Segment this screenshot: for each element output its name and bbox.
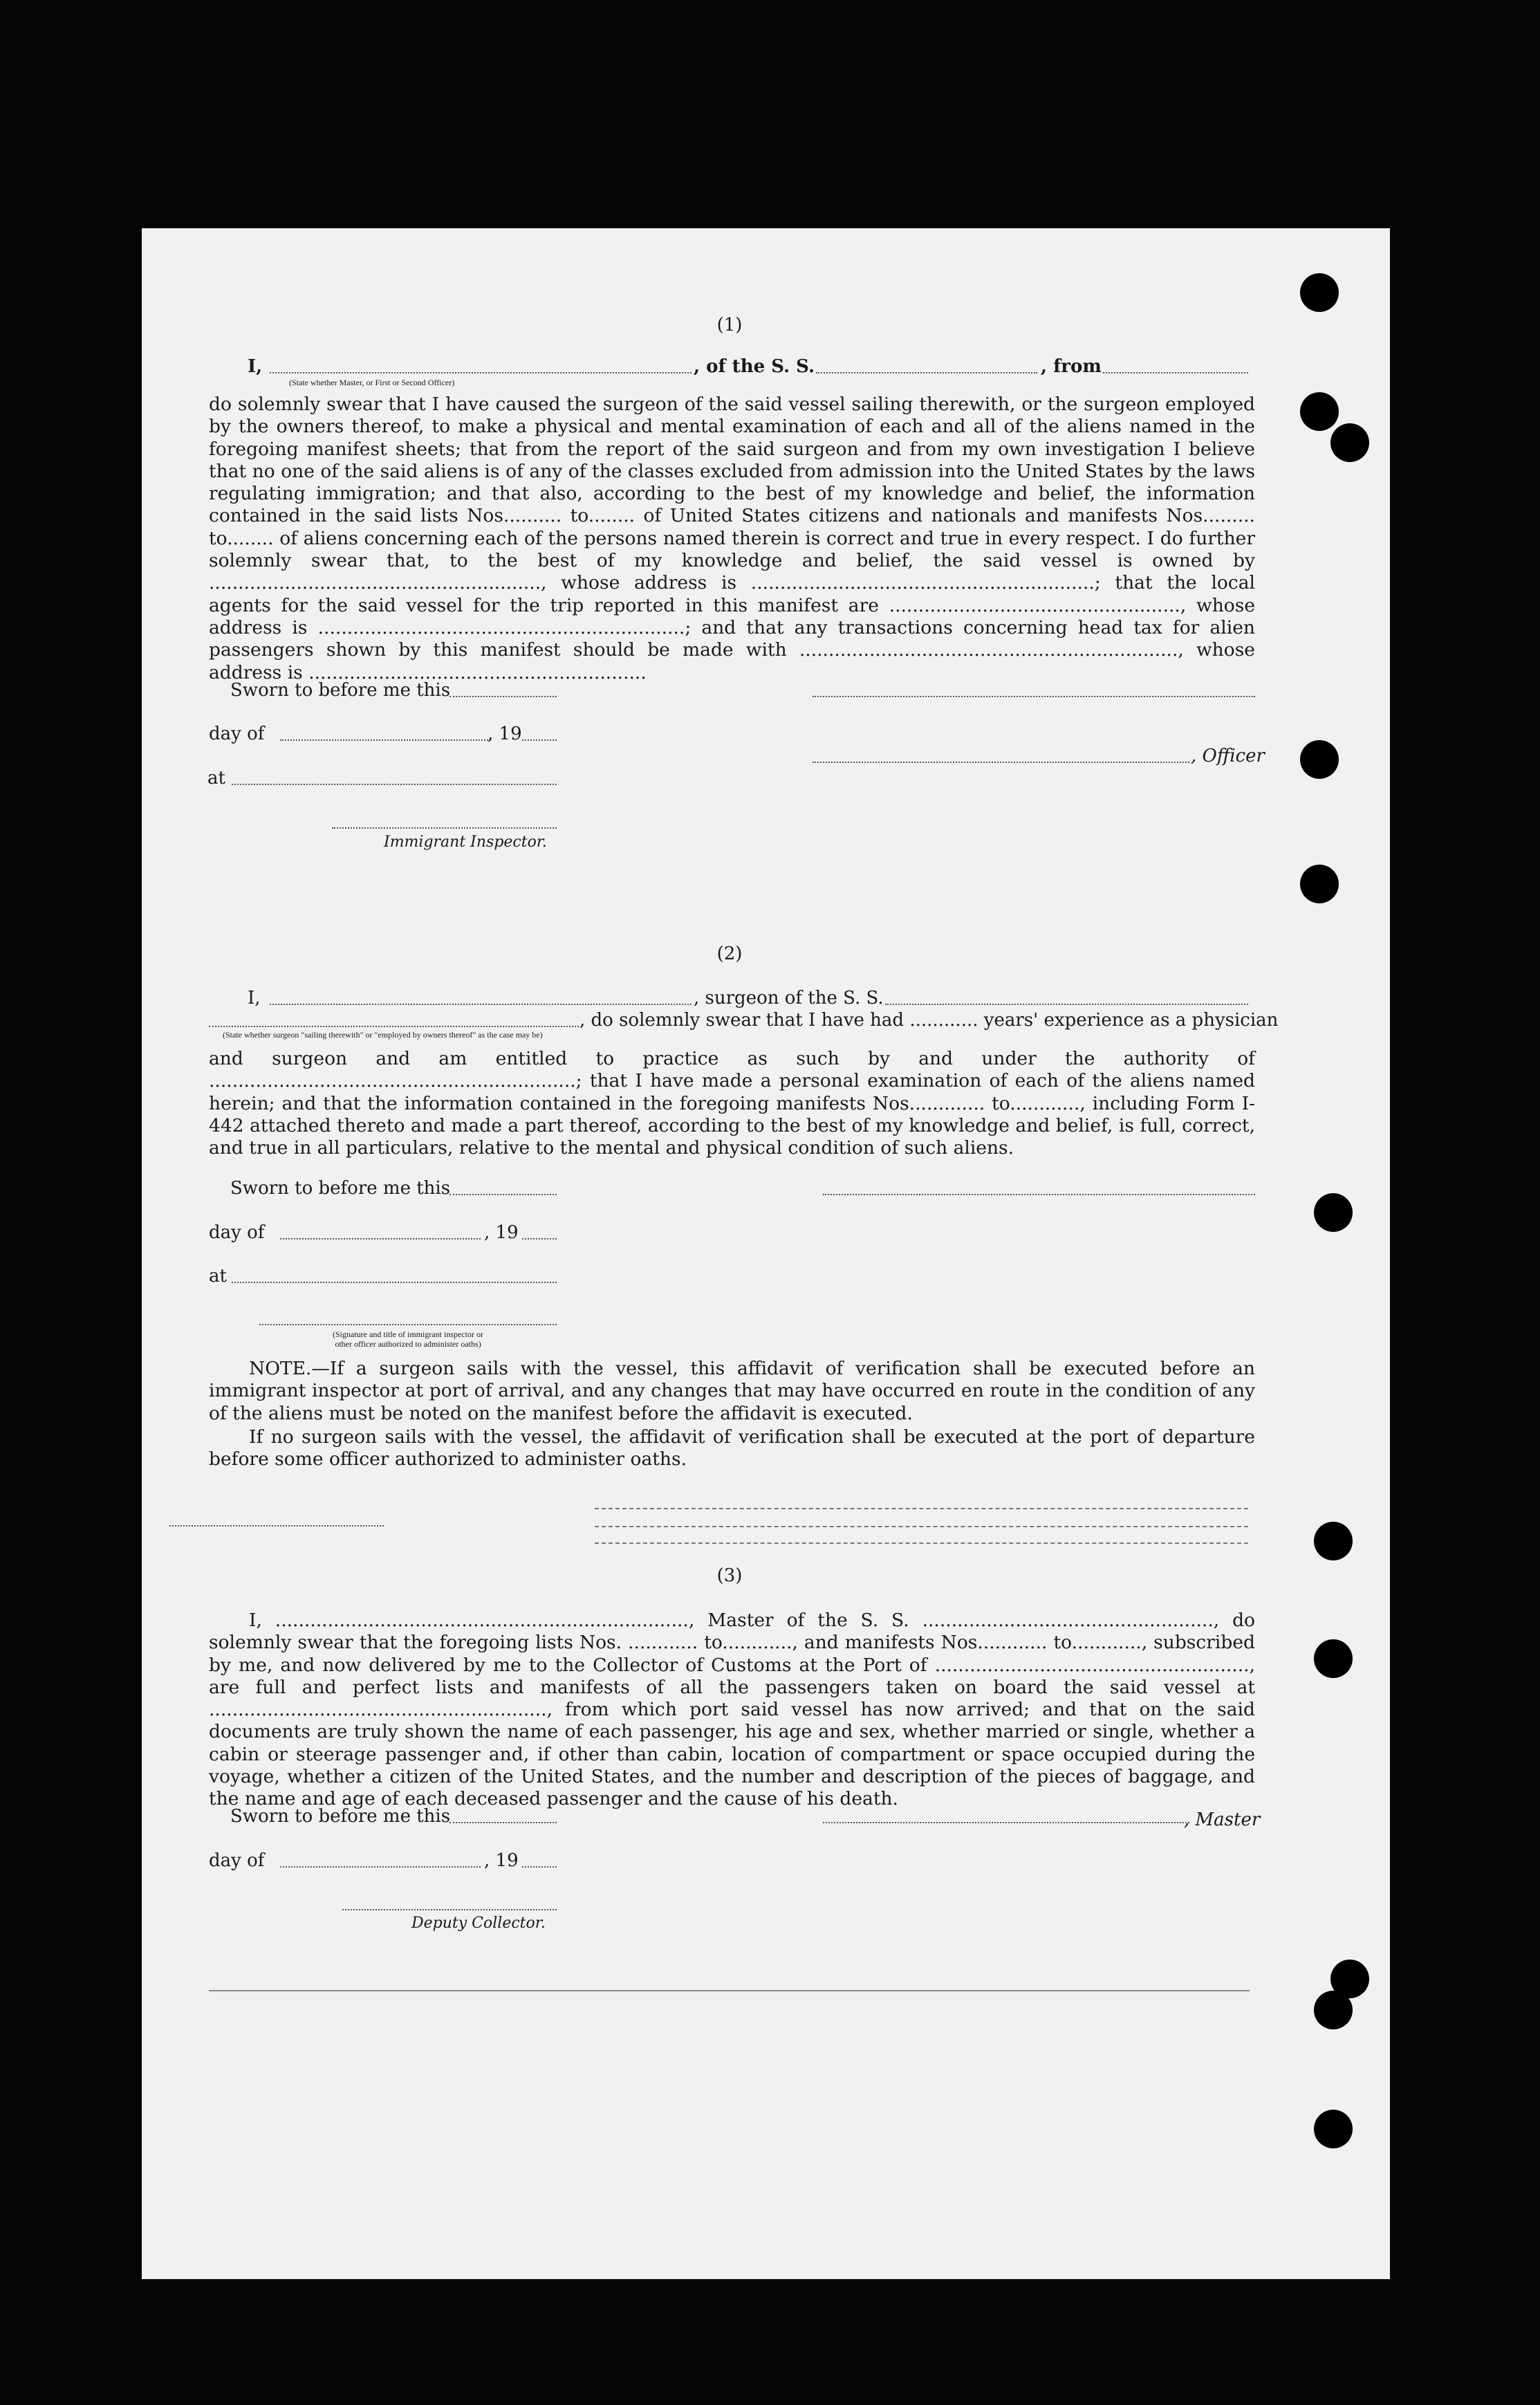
sworn-day-field	[449, 1822, 557, 1823]
officer-signature-field	[813, 696, 1255, 697]
section-2-oath-paragraph: and surgeon and am entitled to practice as such by and under the authority of ...............................................................; that I have made a personal examination of each of the aliens named herein; and that the information contained in the foregoing manifests Nos............. to............, including Form I-442 attached thereto and made a part thereof, according to the best of my knowledge and belief, is full, correct, and true in all particulars, relative to the mental and physical condition of such aliens.	[209, 1048, 1255, 1159]
separator-dots	[169, 1525, 384, 1527]
sworn-label: Sworn to before me this	[230, 1806, 451, 1827]
from-label: , from	[1041, 356, 1102, 377]
surgeon-of-ss-label: , surgeon of the S. S.	[694, 988, 884, 1008]
punch-hole	[1300, 273, 1339, 312]
punch-hole	[1314, 1991, 1353, 2029]
section-1-i-label: I,	[248, 356, 263, 377]
at-label: at	[209, 1266, 227, 1287]
officer-title-caption: (State whether Master, or First or Second Officer)	[289, 378, 455, 387]
section-1-oath-paragraph: do solemnly swear that I have caused the surgeon of the said vessel sailing therewith, or the surgeon employed by the owners thereof, to make a physical and mental examination of each and all of the aliens named in the foregoing manifest sheets; that from the report of the said surgeon and from my own investigation I believe that no one of the said aliens is of any of the classes excluded from admission into the United States by the laws regulating immigration; and that also, according to the best of my knowledge and belief, the information contained in the said lists Nos.......... to........ of United States citizens and nationals and manifests Nos......... to........ of aliens concerning each of the persons named therein is correct and true in every respect. I do further solemnly swear that, to the best of my knowledge and belief, the said vessel is owned by ........................................................., whose address is ...........................................................; that the local agents for the said vessel for the trip reported in this manifest are .................................................., whose address is ...............................................................; and that any transactions concerning head tax for alien passengers shown by this manifest should be made with ................................................................., whose address is ..........................................................	[209, 394, 1255, 683]
from-port-field	[1103, 372, 1248, 374]
of-ss-label: , of the S. S.	[694, 356, 815, 377]
section-1-number: (1)	[716, 315, 743, 335]
place-field	[232, 1282, 557, 1283]
month-field	[280, 739, 491, 741]
signature-caption: (Signature and title of immigrant inspector or	[333, 1329, 483, 1339]
surgeon-signature-field	[823, 1194, 1255, 1195]
day-of-label: day of	[209, 724, 265, 744]
section-3-number: (3)	[716, 1565, 743, 1586]
section-3-oath-paragraph: I, ......................................................................., Master of the S. S. .................................................., do solemnly swear that the foregoing lists Nos. ............ to............, and manifests Nos............ to............, subscribed by me, and now delivered by me to the Collector of Customs at the Port of ......................................................, are full and perfect lists and manifests of all the passengers taken on board the said vessel at .........................................................., from which port said vessel has now arrived; and that on the said documents are truly shown the name of each passenger, his age and sex, whether married or single, whether a cabin or steerage passenger and, if other than cabin, location of compartment or space occupied during the voyage, whether a citizen of the United States, and the number and description of the pieces of baggage, and the name and age of each deceased passenger and the cause of his death.	[209, 1610, 1255, 1810]
year-label: , 19	[484, 1222, 519, 1243]
year-label: , 19	[488, 724, 522, 744]
separator-line	[595, 1508, 1248, 1509]
inspector-label: Immigrant Inspector.	[384, 833, 547, 851]
master-label: , Master	[1184, 1809, 1261, 1830]
separator-line	[595, 1526, 1248, 1527]
year-label: , 19	[484, 1850, 519, 1871]
place-field	[232, 784, 557, 785]
vessel-name-field	[816, 372, 1037, 374]
day-of-label: day of	[209, 1222, 265, 1243]
signature-caption: other officer authorized to administer oaths)	[335, 1339, 481, 1349]
officer-name-field	[813, 762, 1189, 763]
punch-hole	[1300, 392, 1339, 431]
sworn-day-field	[449, 1194, 557, 1195]
day-of-label: day of	[209, 1850, 265, 1871]
section-2-number: (2)	[716, 943, 743, 964]
section-2-i-label: I,	[248, 988, 261, 1008]
year-field	[522, 1866, 557, 1868]
years-experience-label: , do solemnly swear that I have had ............ years' experience as a physician	[579, 1010, 1279, 1031]
year-field	[522, 1238, 557, 1240]
officer-label: , Officer	[1191, 746, 1265, 766]
at-label: at	[207, 768, 225, 789]
separator-line	[595, 1542, 1248, 1544]
surgeon-status-caption: (State whether surgeon "sailing therewith" or "employed by owners thereof" as the case may be)	[223, 1030, 543, 1040]
note-no-surgeon-paragraph: If no surgeon sails with the vessel, the affidavit of verification shall be executed at the port of departure before some officer authorized to administer oaths.	[209, 1426, 1255, 1471]
inspector-signature-field	[332, 827, 557, 829]
punch-hole	[1314, 1193, 1353, 1232]
surgeon-vessel-field	[885, 1004, 1248, 1005]
punch-hole	[1314, 2110, 1353, 2148]
note-surgeon-paragraph: NOTE.—If a surgeon sails with the vessel, this affidavit of verification shall be executed before an immigrant inspector at port of arrival, and any changes that may have occurred en route in the condition of any of the aliens must be noted on the manifest before the affidavit is executed.	[209, 1358, 1255, 1424]
administering-officer-signature-field	[259, 1324, 557, 1325]
sworn-label: Sworn to before me this	[230, 1178, 451, 1199]
punch-hole	[1300, 740, 1339, 779]
surgeon-name-field	[270, 1004, 692, 1005]
collector-label: Deputy Collector.	[411, 1915, 546, 1932]
officer-title-field	[270, 372, 692, 374]
sworn-day-field	[449, 696, 557, 697]
month-field	[280, 1238, 481, 1240]
punch-hole	[1314, 1639, 1353, 1678]
collector-signature-field	[342, 1909, 557, 1910]
sworn-label: Sworn to before me this	[230, 680, 451, 701]
punch-hole	[1330, 423, 1369, 462]
month-field	[280, 1866, 481, 1868]
surgeon-status-field	[209, 1026, 579, 1027]
master-signature-field	[823, 1822, 1189, 1823]
bottom-rule	[209, 1990, 1250, 1991]
punch-hole	[1314, 1522, 1353, 1560]
punch-hole	[1300, 865, 1339, 903]
year-field	[522, 739, 557, 741]
